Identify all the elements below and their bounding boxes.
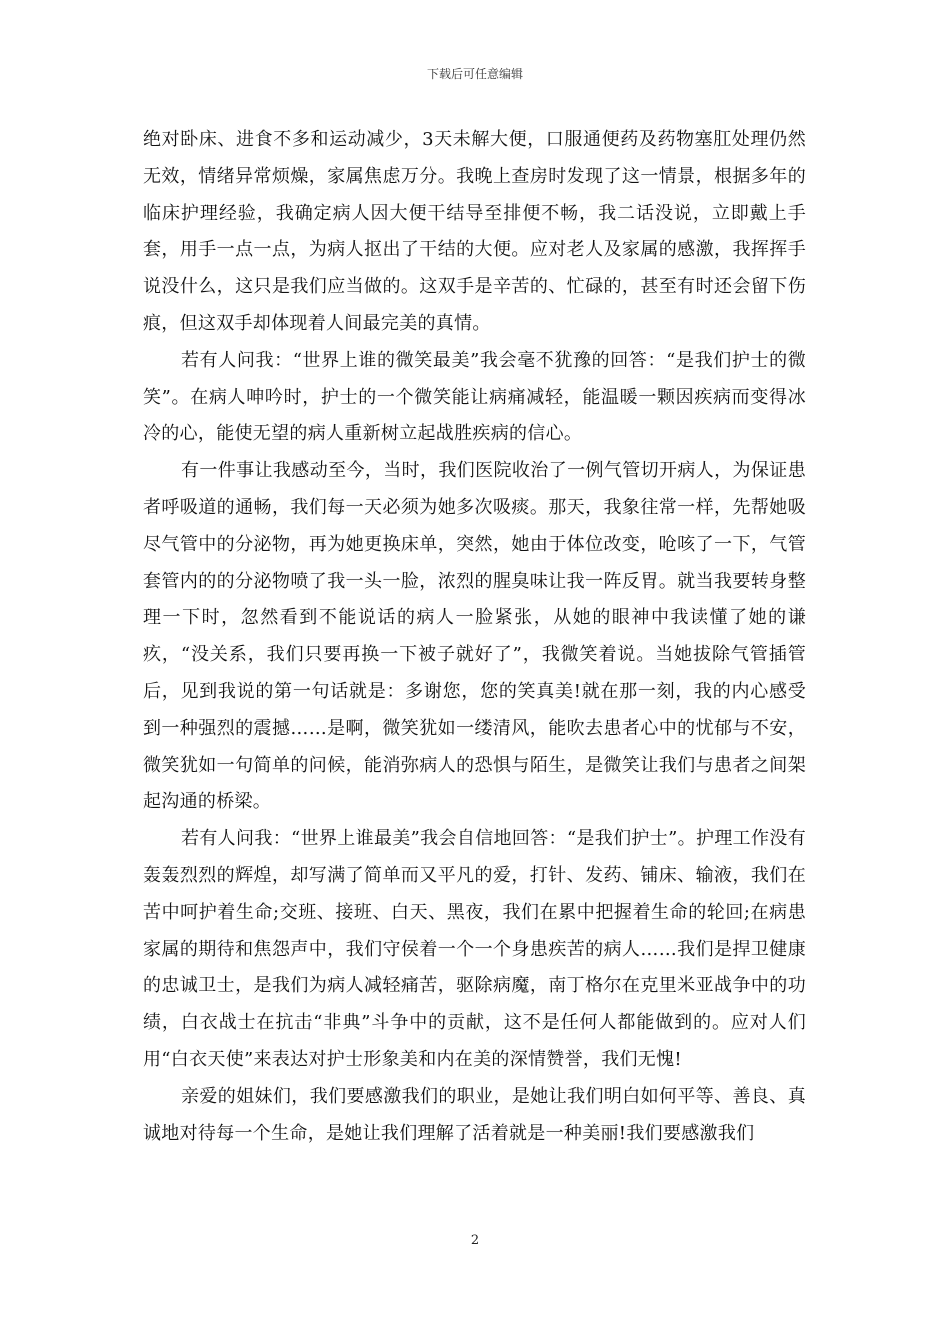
page-header: 下载后可任意编辑 bbox=[426, 67, 523, 81]
document-body bbox=[143, 122, 806, 1152]
paragraph-smile: 若有人问我：“世界上谁的微笑最美”我会毫不犹豫的回答：“是我们护士的微笑”。在病人呻吟时，护士的一个微笑能让病痛减轻，能温暖一颗因疾病而变得冰冷的心，能使无望的病人重新树立起战胜疾病的信心。 bbox=[143, 349, 806, 445]
paragraph-gratitude: 亲爱的姐妹们，我们要感激我们的职业，是她让我们明白如何平等、善良、真诚地对待每一个生命，是她让我们理解了活着就是一种美丽!我们要感激我们 bbox=[143, 1085, 806, 1144]
paragraph-most-beautiful: 若有人问我：“世界上谁最美”我会自信地回答：“是我们护士”。护理工作没有轰轰烈烈的辉煌，却写满了简单而又平凡的爱，打针、发药、铺床、输液，我们在苦中呵护着生命;交班、接班、白天、黑夜，我们在累中把握着生命的轮回;在病患家属的期待和焦怨声中，我们守侯着一个一个身患疾苦的病人……我们是捍卫健康的忠诚卫士，是我们为病人减轻痛苦，驱除病魔，南丁格尔在克里米亚战争中的功绩，白衣战士在抗击“非典”斗争中的贡献，这不是任何人都能做到的。应对人们用“白衣天使”来表达对护士形象美和内在美的深情赞誉，我们无愧! bbox=[143, 828, 806, 1070]
page-number: 2 bbox=[470, 1233, 480, 1248]
paragraph-story: 有一件事让我感动至今，当时，我们医院收治了一例气管切开病人，为保证患者呼吸道的通畅，我们每一天必须为她多次吸痰。那天，我象往常一样，先帮她吸尽气管中的分泌物，再为她更换床单，突然，她由于体位改变，呛咳了一下，气管套管内的的分泌物喷了我一头一脸，浓烈的腥臭味让我一阵反胃。就当我要转身整理一下时，忽然看到不能说话的病人一脸紧张，从她的眼神中我读懂了她的谦疚，“没关系，我们只要再换一下被子就好了”，我微笑着说。当她拔除气管插管后，见到我说的第一句话就是：多谢您，您的笑真美!就在那一刻，我的内心感受到一种强烈的震撼……是啊，微笑犹如一缕清风，能吹去患者心中的忧郁与不安，微笑犹如一句简单的问候，能消弥病人的恐惧与陌生，是微笑让我们与患者之间架起沟通的桥梁。 bbox=[143, 460, 806, 813]
paragraph-continuation: 绝对卧床、进食不多和运动减少，3天未解大便，口服通便药及药物塞肛处理仍然无效，情绪异常烦燥，家属焦虑万分。我晚上查房时发现了这一情景，根据多年的临床护理经验，我确定病人因大便干结导至排便不畅，我二话没说，立即戴上手套，用手一点一点，为病人抠出了干结的大便。应对老人及家属的感激，我挥挥手说没什么，这只是我们应当做的。这双手是辛苦的、忙碌的，甚至有时还会留下伤痕，但这双手却体现着人间最完美的真情。 bbox=[143, 129, 806, 334]
